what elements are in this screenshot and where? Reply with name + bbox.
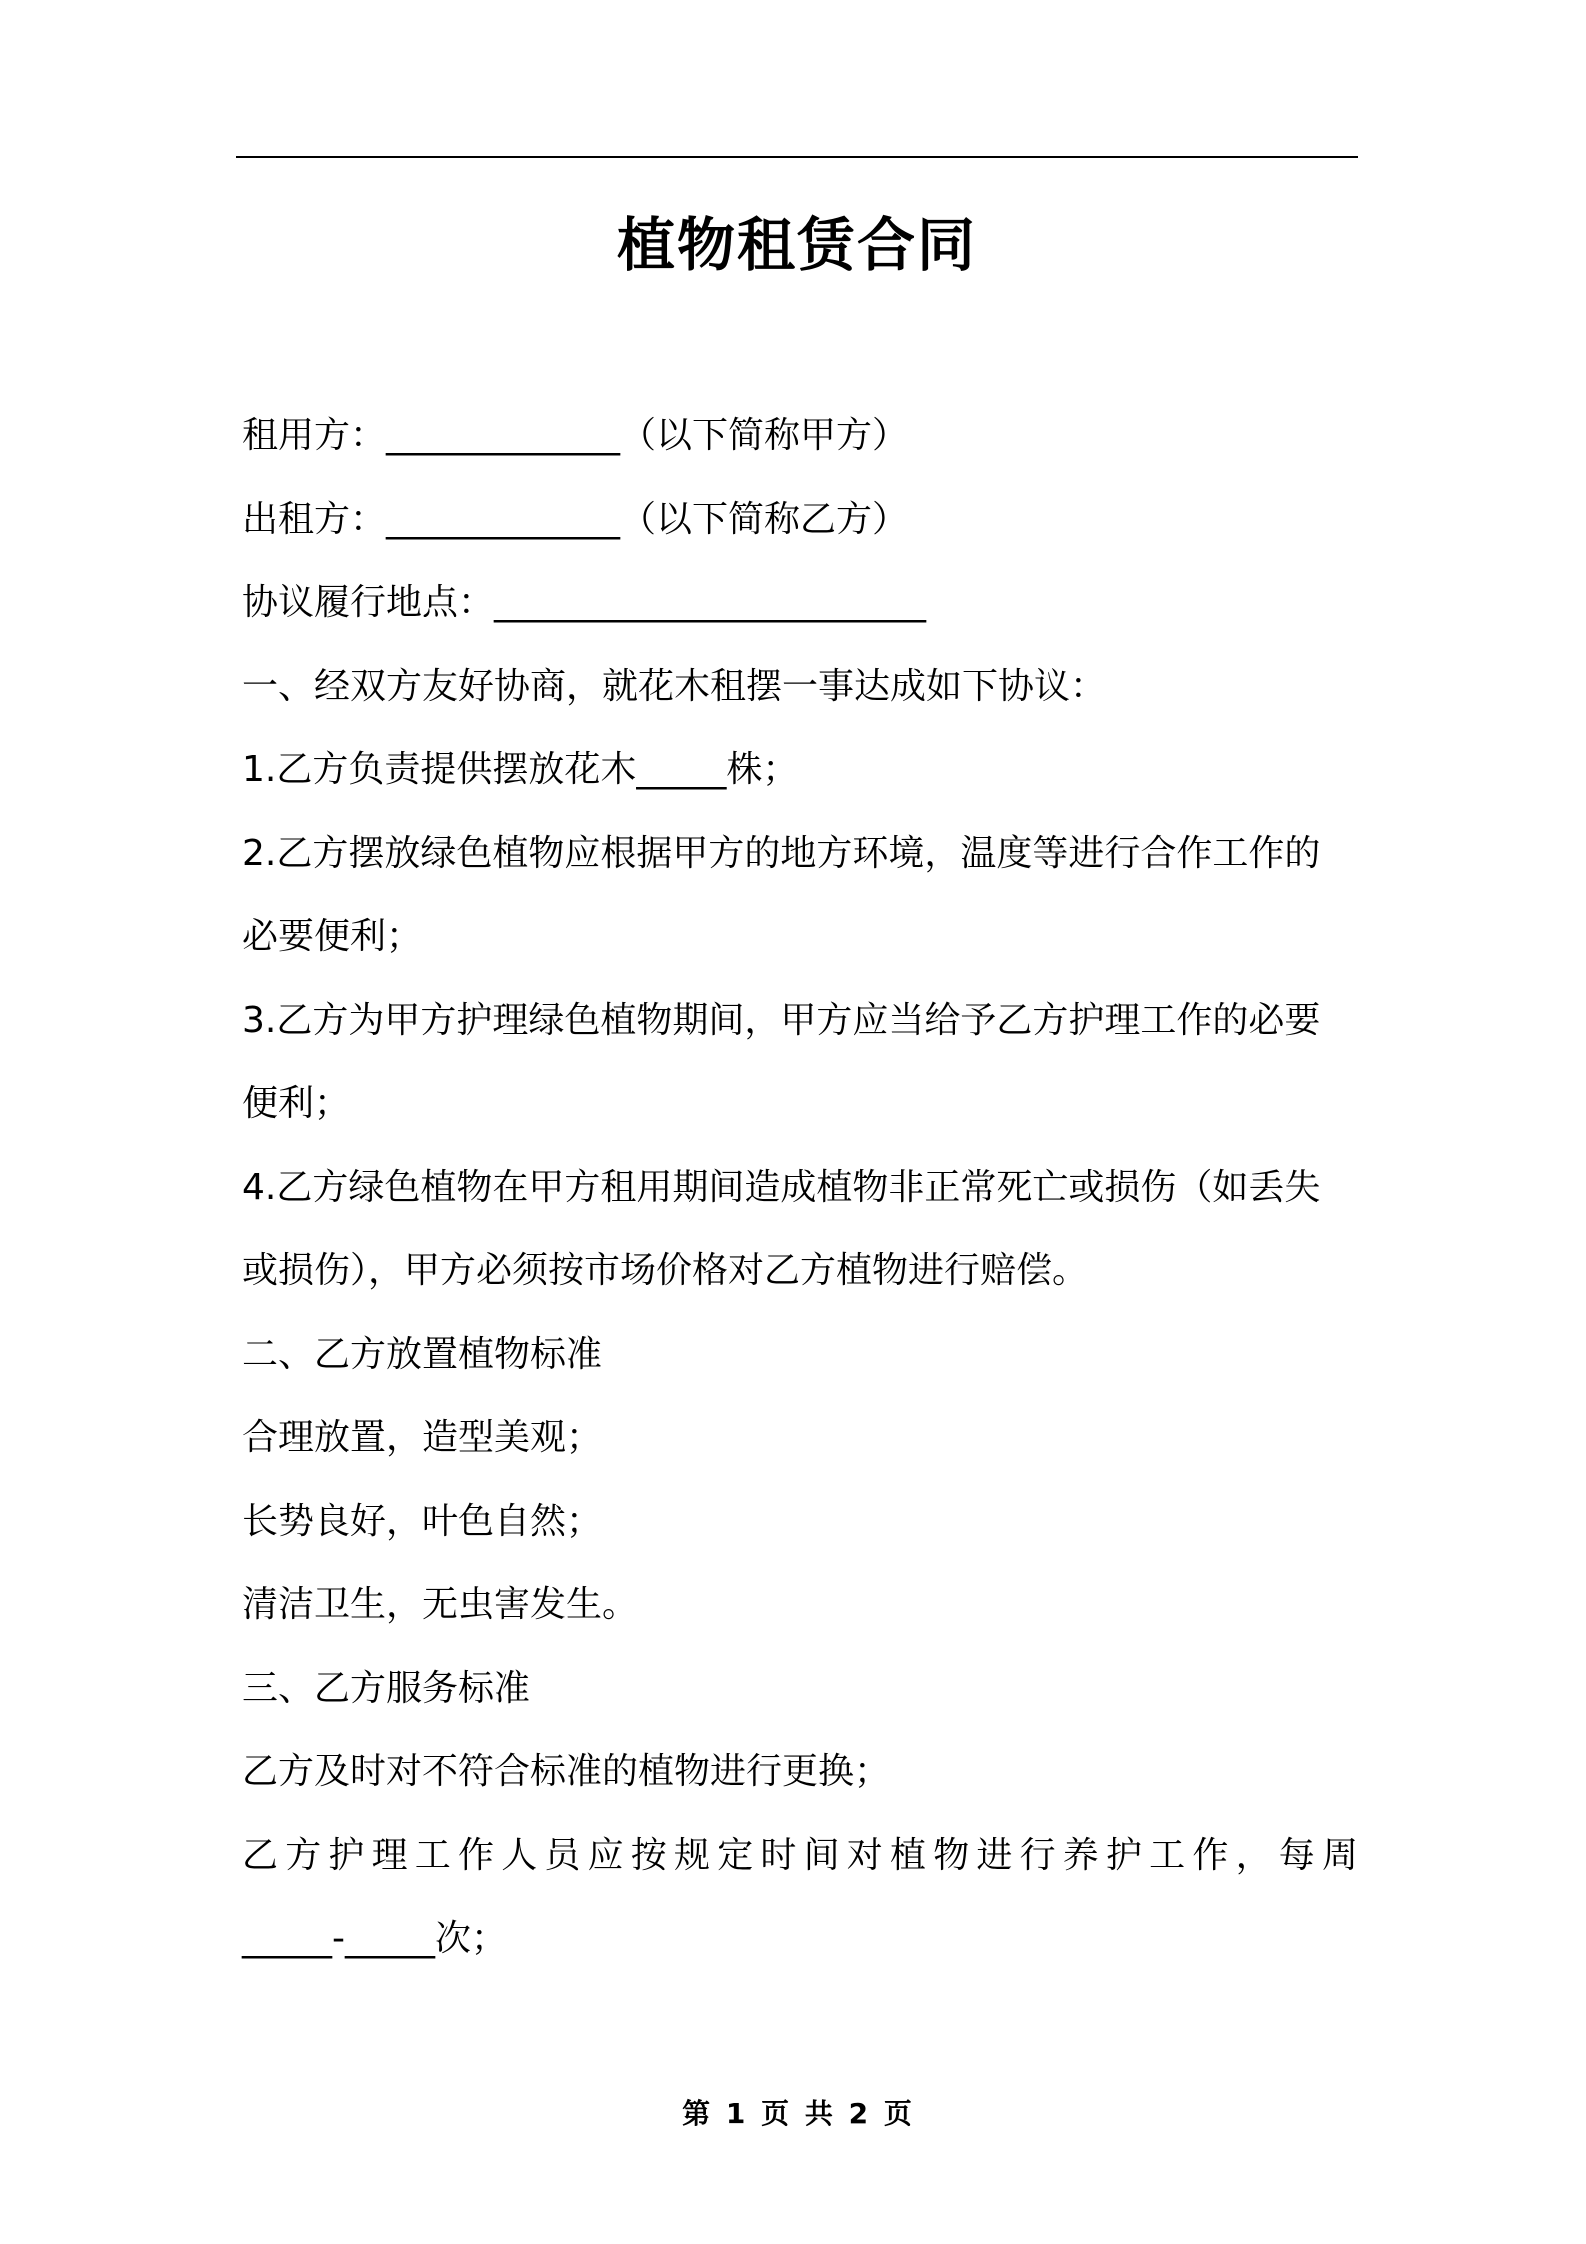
service-item-2: 乙方护理工作人员应按规定时间对植物进行养护工作，每周 <box>242 1834 1358 1876</box>
party-b-line: 出租方：_____________（以下简称乙方） <box>242 498 909 540</box>
section-3-heading: 三、乙方服务标准 <box>242 1667 531 1709</box>
clause-1-4: 4.乙方绿色植物在甲方租用期间造成植物非正常死亡或损伤（如丢失 <box>242 1166 1321 1208</box>
service-item-1: 乙方及时对不符合标准的植物进行更换； <box>242 1751 891 1792</box>
clause-1-1: 1.乙方负责提供摆放花木_____株； <box>242 749 799 790</box>
clause-1-4-continued: 或损伤），甲方必须按市场价格对乙方植物进行赔偿。 <box>242 1250 1089 1291</box>
clause-1-3: 3.乙方为甲方护理绿色植物期间，甲方应当给予乙方护理工作的必要 <box>242 999 1321 1041</box>
clause-1-2-continued: 必要便利； <box>242 916 423 957</box>
header-rule <box>236 156 1358 158</box>
document-body <box>242 394 1358 1981</box>
standard-item-1: 合理放置，造型美观； <box>242 1417 603 1458</box>
service-item-2-continued: _____-_____次； <box>242 1918 507 1959</box>
section-1-heading: 一、经双方友好协商，就花木租摆一事达成如下协议： <box>242 665 1107 707</box>
page-number-footer: 第 1 页 共 2 页 <box>682 2097 912 2130</box>
standard-item-3: 清洁卫生，无虫害发生。 <box>242 1584 639 1625</box>
location-line: 协议履行地点：________________________ <box>242 582 927 623</box>
clause-1-2: 2.乙方摆放绿色植物应根据甲方的地方环境，温度等进行合作工作的 <box>242 832 1321 874</box>
standard-item-2: 长势良好，叶色自然； <box>242 1500 603 1542</box>
document-title: 植物租赁合同 <box>616 211 977 279</box>
section-2-heading: 二、乙方放置植物标准 <box>242 1333 603 1375</box>
clause-1-3-continued: 便利； <box>242 1083 351 1124</box>
party-a-line: 租用方：_____________（以下简称甲方） <box>242 415 909 456</box>
